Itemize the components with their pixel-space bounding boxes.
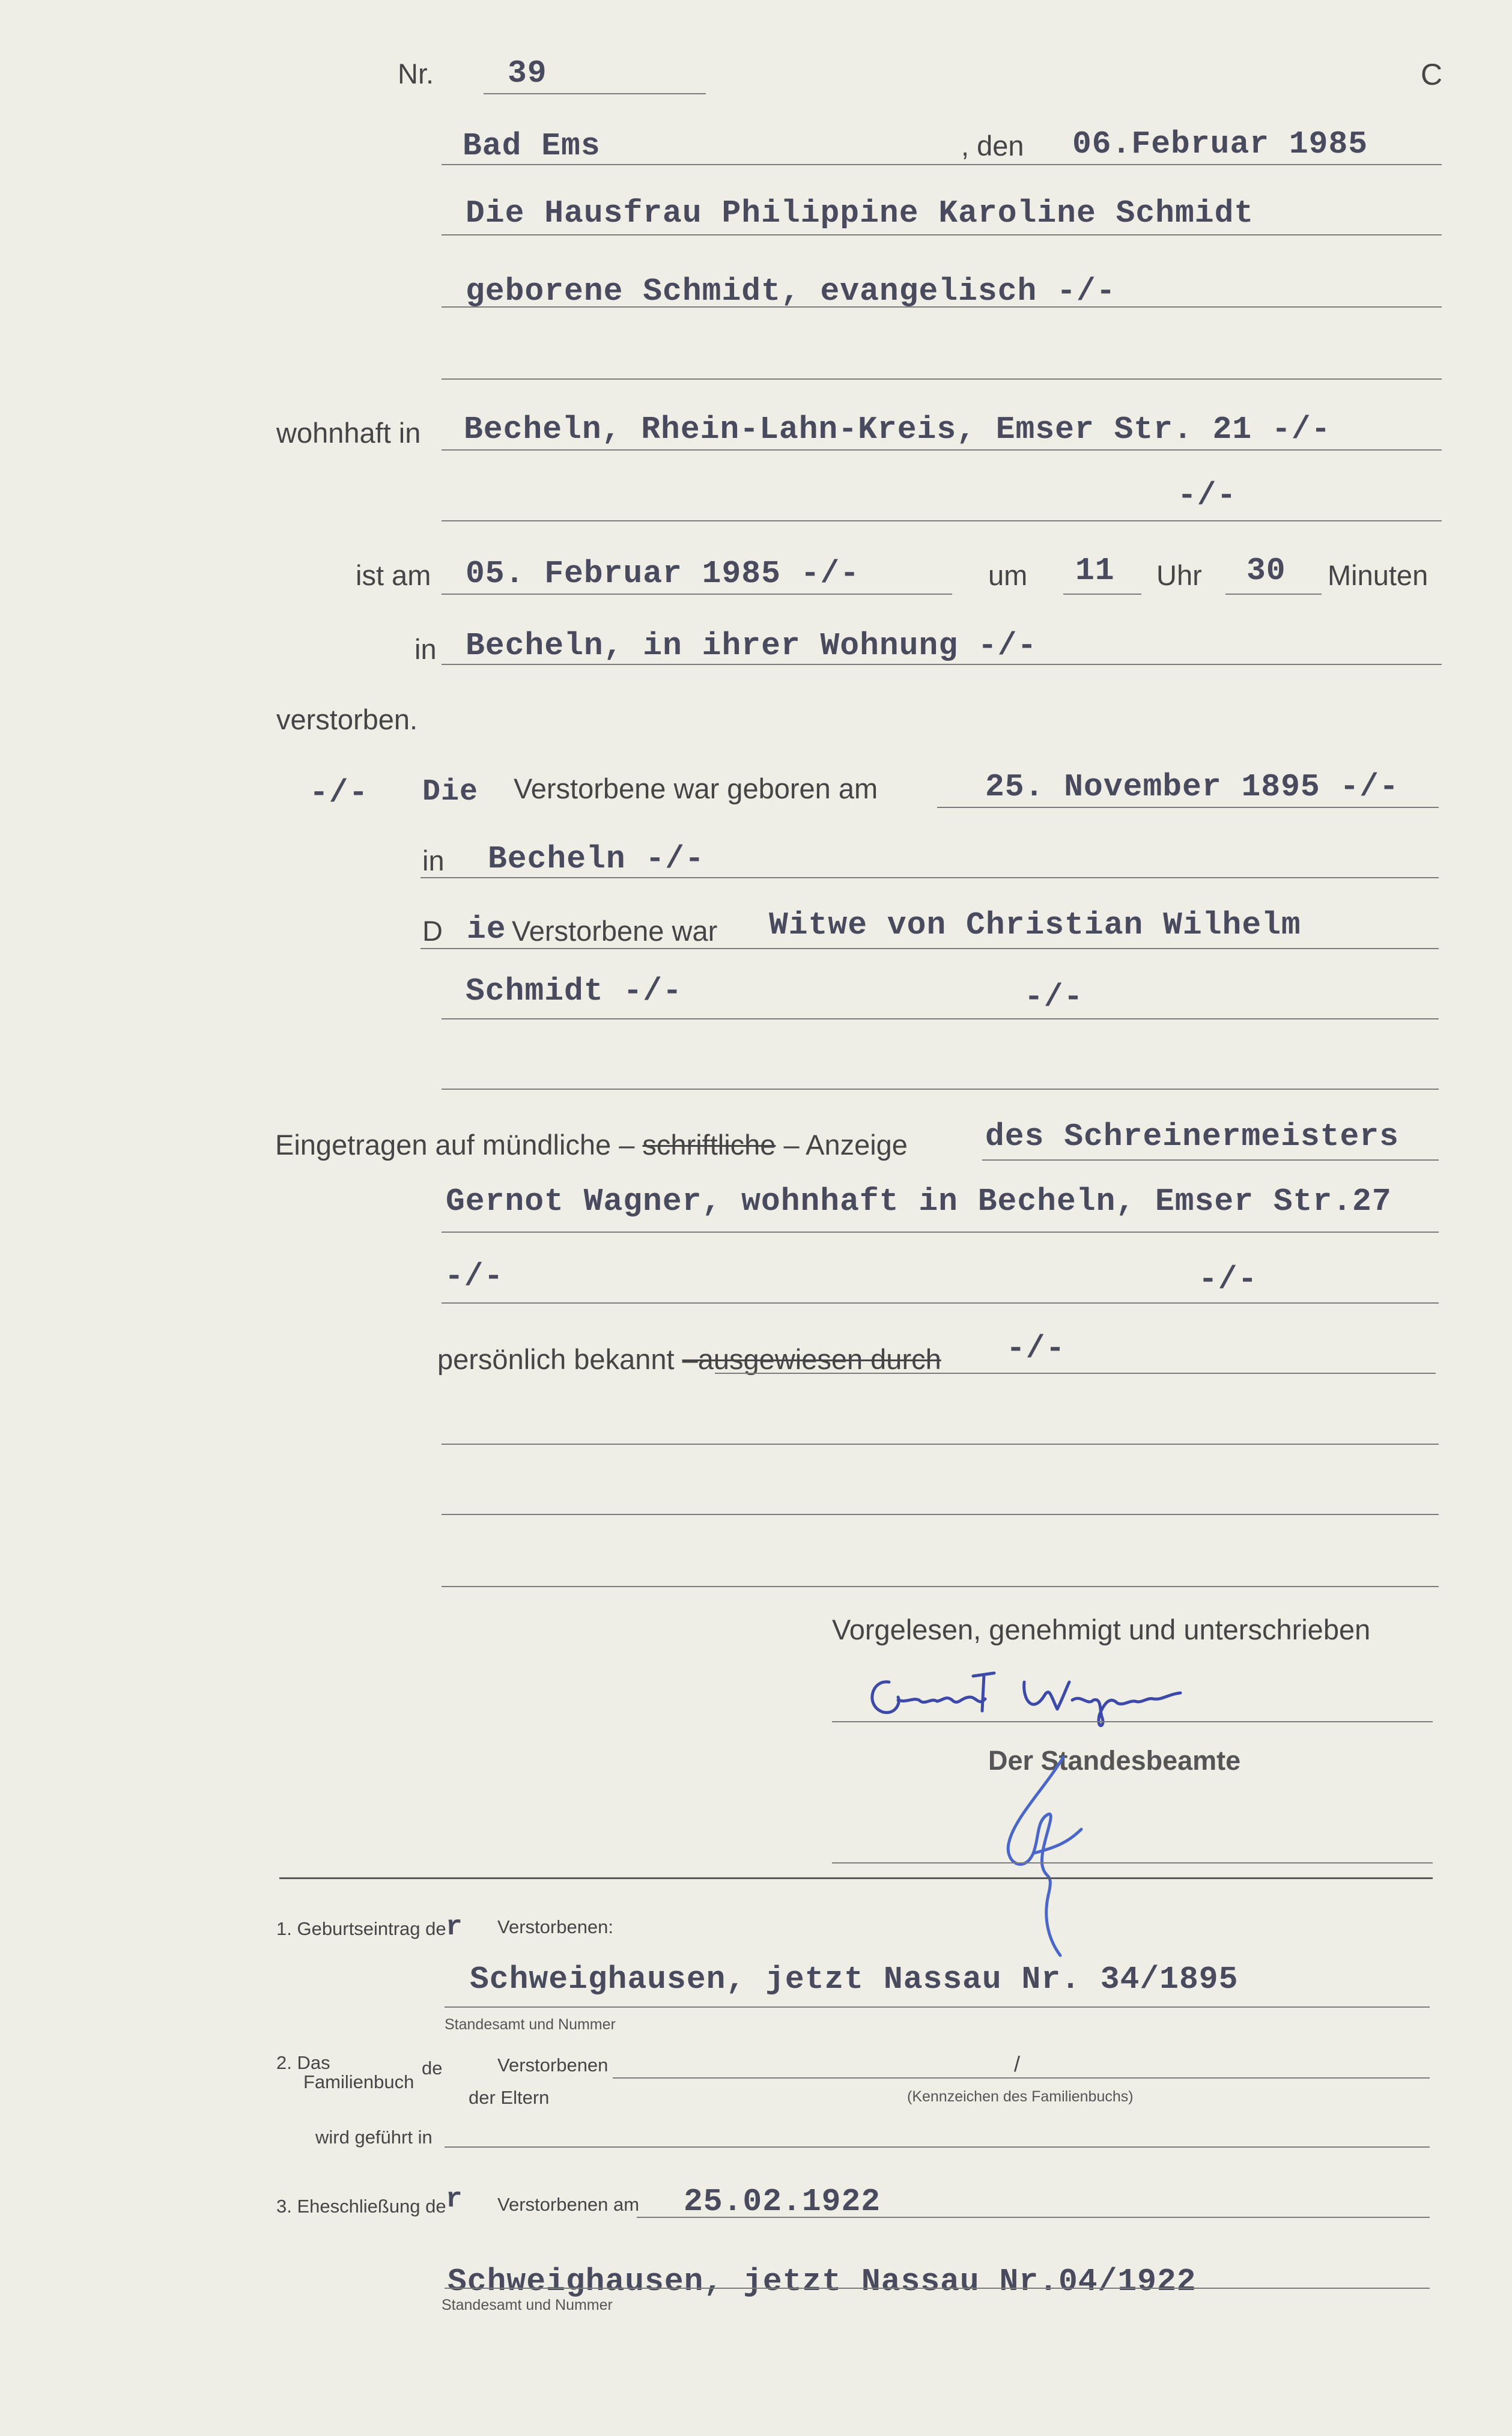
footer-item2-label: Familienbuch [303, 2071, 414, 2092]
birth-date-rule [937, 807, 1439, 808]
footer-item3-date-rule [637, 2217, 1430, 2218]
residence-line-1: Becheln, Rhein-Lahn-Kreis, Emser Str. 21 -/- [464, 412, 1331, 448]
birth-in-label: in [422, 845, 445, 876]
footer-item2-slash: / [1014, 2052, 1021, 2076]
den-label: , den [961, 130, 1024, 162]
birth-place-rule [421, 877, 1439, 878]
residence-line-2-rule [442, 520, 1442, 521]
footer-item3-date: 25.02.1922 [684, 2184, 881, 2220]
footer-item1-rule [445, 2006, 1430, 2008]
death-hour-rule [1063, 594, 1141, 595]
blank-rule-2 [442, 1514, 1439, 1515]
identity-rule [715, 1373, 1436, 1374]
vorgelesen-text: Vorgelesen, genehmigt und unterschrieben [832, 1614, 1371, 1645]
minuten-label: Minuten [1328, 559, 1429, 591]
footer-item2-eltern: der Eltern [469, 2087, 550, 2108]
registration-line-2: Gernot Wagner, wohnhaft in Becheln, Emser Str.27 [446, 1183, 1392, 1220]
footer-separator [279, 1877, 1433, 1879]
birth-label: Verstorbene war geboren am [514, 773, 878, 804]
ist-am-label: ist am [356, 559, 431, 591]
status-line-3-rule [442, 1089, 1439, 1090]
registrar-signature [991, 1751, 1099, 1967]
footer-item3-rule [445, 2288, 1430, 2289]
corner-letter: C [1421, 58, 1443, 91]
footer-item2-rule [613, 2077, 1430, 2079]
blank-rule-3 [442, 1586, 1439, 1587]
residence-line-1-rule [442, 449, 1442, 451]
reporter-signature-rule [832, 1721, 1433, 1722]
person-line-1-rule [442, 234, 1442, 235]
registration-line-1: des Schreinermeisters [985, 1119, 1399, 1155]
status-line-2-end: -/- [1024, 979, 1084, 1015]
footer-item1-caption: Standesamt und Nummer [445, 2016, 616, 2033]
person-line-1: Die Hausfrau Philippine Karoline Schmidt [466, 195, 1254, 231]
um-label: um [988, 559, 1028, 591]
footer-item1-value: Schweighausen, jetzt Nassau Nr. 34/1895 [470, 1961, 1239, 1997]
identity-value: -/- [1006, 1331, 1066, 1367]
death-minutes: 30 [1246, 553, 1286, 589]
nr-line [484, 93, 706, 94]
footer-item1-label: 1. Geburtseintrag de [276, 1918, 446, 1939]
registration-line-3-rule [442, 1302, 1439, 1304]
death-place: Becheln, in ihrer Wohnung -/- [466, 628, 1037, 664]
registration-line-3-end: -/- [1198, 1262, 1258, 1298]
footer-item2-num: 2. Das [276, 2052, 330, 2073]
date-line [442, 164, 1442, 165]
footer-item2-caption: (Kennzeichen des Familienbuchs) [907, 2088, 1134, 2105]
death-in-label: in [414, 633, 437, 665]
nr-label: Nr. [398, 58, 434, 90]
registry-date: 06.Februar 1985 [1072, 126, 1368, 162]
wohnhaft-label: wohnhaft in [276, 417, 421, 449]
person-line-2-rule [442, 306, 1442, 308]
place-of-registry: Bad Ems [463, 128, 601, 164]
registrar-label: Der Standesbeamte [988, 1745, 1241, 1776]
footer-item3-label: 3. Eheschließung de [276, 2196, 446, 2217]
death-place-rule [442, 664, 1442, 665]
footer-item2-verstorbenen: Verstorbenen [497, 2055, 609, 2076]
footer-item1-suffix: Verstorbenen: [497, 1916, 614, 1937]
registration-line-3: -/- [445, 1259, 504, 1295]
status-line-2: Schmidt -/- [466, 973, 682, 1009]
residence-line-2: -/- [1177, 478, 1237, 514]
birth-die-prefix: Die [422, 775, 479, 809]
status-line-2-rule [442, 1018, 1439, 1019]
verstorben-label: verstorben. [276, 703, 418, 735]
birth-margin-mark: -/- [309, 775, 369, 811]
death-minutes-rule [1225, 594, 1322, 595]
death-hour: 11 [1075, 553, 1115, 589]
status-line-1: Witwe von Christian Wilhelm [769, 907, 1301, 943]
registration-label: Eingetragen auf mündliche – schriftliche – Anzeige [275, 1129, 908, 1161]
footer-item1-letter: r [446, 1912, 463, 1943]
person-line-3-rule [442, 378, 1442, 380]
status-line-1-rule [421, 948, 1439, 949]
reporter-signature [865, 1664, 1201, 1736]
registration-line-1-rule [982, 1159, 1439, 1161]
registration-line-2-rule [442, 1232, 1439, 1233]
registrar-signature-rule [832, 1862, 1433, 1863]
identity-label: persönlich bekannt –ausgewiesen durch [437, 1343, 941, 1375]
footer-item3-value: Schweighausen, jetzt Nassau Nr.04/1922 [448, 2264, 1197, 2300]
footer-item2-wird: wird geführt in [315, 2127, 433, 2148]
uhr-label: Uhr [1156, 559, 1202, 591]
birth-date: 25. November 1895 -/- [985, 769, 1399, 805]
status-d-prefix: D [422, 915, 443, 947]
footer-item3-suffix: Verstorbenen am [497, 2194, 640, 2215]
death-date-rule [442, 594, 952, 595]
footer-item2-de: de [422, 2058, 443, 2079]
footer-item2-wird-rule [445, 2146, 1430, 2148]
nr-value: 39 [508, 55, 547, 91]
footer-item3-caption: Standesamt und Nummer [442, 2297, 613, 2313]
status-ie-typed: ie [467, 911, 506, 947]
status-label: Verstorbene war [512, 915, 718, 947]
blank-rule-1 [442, 1444, 1439, 1445]
person-line-2: geborene Schmidt, evangelisch -/- [466, 273, 1116, 309]
footer-item3-letter: r [446, 2184, 463, 2215]
death-date: 05. Februar 1985 -/- [466, 556, 860, 592]
birth-place: Becheln -/- [488, 841, 705, 877]
